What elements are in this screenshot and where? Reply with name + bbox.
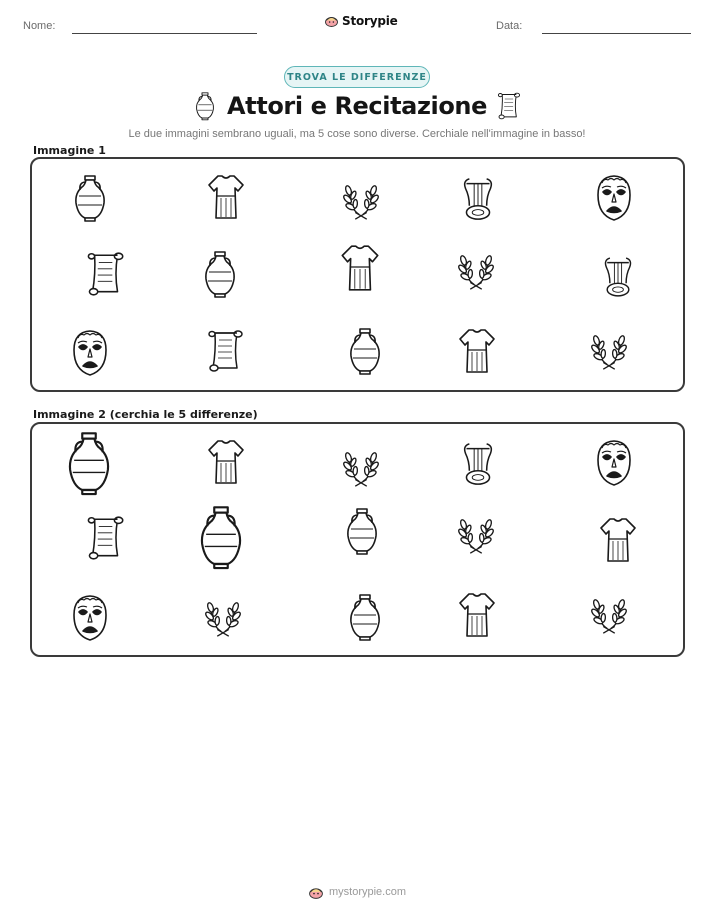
amphora-icon[interactable] (200, 248, 240, 300)
amphora-icon[interactable] (345, 325, 385, 377)
image2-label: Immagine 2 (cerchia le 5 differenze) (33, 408, 258, 421)
amphora-icon[interactable] (62, 428, 116, 498)
brand-logo (324, 13, 398, 28)
tunic-icon[interactable] (206, 172, 246, 222)
theater-mask-icon[interactable] (70, 592, 110, 644)
scroll-icon (492, 90, 524, 122)
tunic-icon[interactable] (457, 589, 497, 641)
tunic-icon[interactable] (598, 514, 638, 566)
laurel-wreath-icon[interactable] (339, 443, 383, 491)
scroll-icon[interactable] (80, 248, 128, 300)
name-field[interactable] (72, 33, 257, 34)
amphora-icon[interactable] (194, 500, 248, 574)
laurel-wreath-icon[interactable] (453, 510, 499, 558)
date-label: Data: (496, 20, 523, 32)
laurel-wreath-icon[interactable] (585, 326, 633, 374)
tunic-icon[interactable] (457, 326, 497, 376)
scroll-icon[interactable] (80, 512, 128, 564)
amphora-icon[interactable] (345, 591, 385, 643)
brand-name: Storypie (342, 13, 398, 28)
scroll-icon[interactable] (200, 326, 248, 376)
pie-mascot-icon (324, 13, 339, 28)
image1-label: Immagine 1 (33, 144, 106, 157)
laurel-wreath-icon[interactable] (585, 590, 633, 638)
pie-mascot-icon (308, 884, 324, 900)
lyre-icon[interactable] (600, 252, 636, 302)
lyre-icon[interactable] (458, 440, 498, 488)
laurel-wreath-icon[interactable] (339, 176, 383, 224)
footer (308, 884, 406, 900)
amphora-icon[interactable] (342, 505, 382, 557)
name-label: Nome: (23, 20, 56, 32)
page-title: Attori e Recitazione (227, 92, 487, 120)
theater-mask-icon[interactable] (592, 173, 636, 223)
amphora-icon[interactable] (70, 172, 110, 224)
laurel-wreath-icon[interactable] (200, 593, 246, 641)
tunic-icon[interactable] (206, 436, 246, 488)
activity-badge: TROVA LE DIFFERENZE (284, 66, 430, 88)
instructions: Le due immagini sembrano uguali, ma 5 cose sono diverse. Cerchiale nell'immagine in basso! (128, 128, 586, 140)
date-field[interactable] (542, 33, 691, 34)
laurel-wreath-icon[interactable] (453, 246, 499, 294)
theater-mask-icon[interactable] (592, 438, 636, 488)
footer-site: mystorypie.com (329, 886, 407, 898)
theater-mask-icon[interactable] (70, 327, 110, 379)
tunic-icon[interactable] (338, 242, 382, 294)
lyre-icon[interactable] (458, 175, 498, 223)
